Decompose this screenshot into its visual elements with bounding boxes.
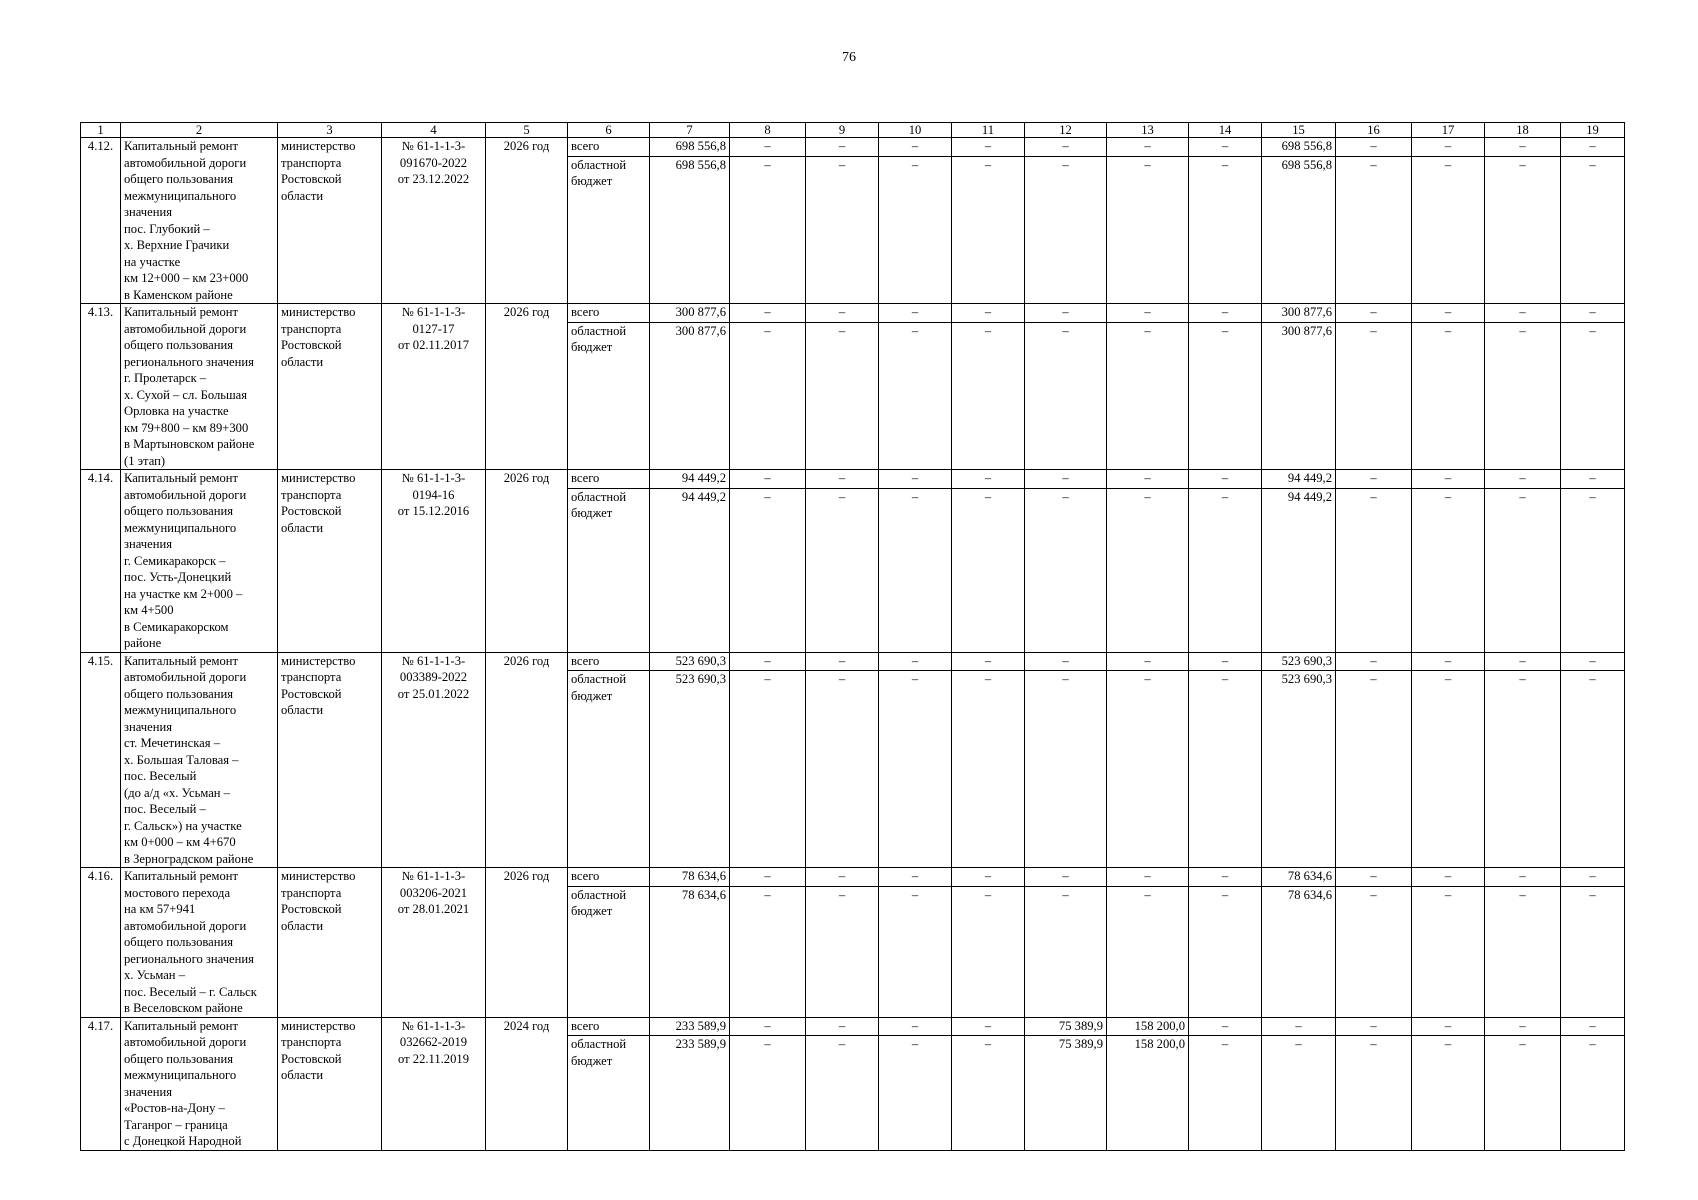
amount-cell: –: [1561, 1017, 1625, 1036]
amount-cell: –: [1336, 868, 1412, 887]
item-number: 4.16.: [81, 868, 121, 1018]
amount-cell: –: [879, 322, 952, 469]
column-header: 5: [486, 123, 568, 138]
amount-cell: –: [1189, 1017, 1262, 1036]
amount-cell: 158 200,0: [1107, 1017, 1189, 1036]
amount-cell: –: [1189, 488, 1262, 652]
amount-cell: 523 690,3: [1262, 652, 1336, 671]
item-document: № 61-1-1-3- 003206-2021 от 28.01.2021: [382, 868, 486, 1018]
amount-cell: –: [879, 868, 952, 887]
amount-cell: –: [1561, 322, 1625, 469]
column-header: 9: [806, 123, 879, 138]
amount-cell: –: [1025, 868, 1107, 887]
amount-cell: –: [1107, 470, 1189, 489]
amount-cell: –: [1189, 156, 1262, 303]
funding-source: всего: [568, 138, 650, 157]
amount-cell: –: [1107, 138, 1189, 157]
amount-cell: –: [1485, 868, 1561, 887]
item-number: 4.15.: [81, 652, 121, 868]
header-row: [81, 123, 1625, 138]
amount-cell: –: [730, 304, 806, 323]
amount-cell: –: [730, 886, 806, 1017]
amount-cell: –: [1107, 868, 1189, 887]
funding-source: областной бюджет: [568, 671, 650, 868]
amount-cell: –: [1412, 470, 1485, 489]
amount-cell: 94 449,2: [1262, 470, 1336, 489]
amount-cell: –: [952, 138, 1025, 157]
column-header: 3: [278, 123, 382, 138]
amount-cell: –: [1025, 138, 1107, 157]
amount-cell: 233 589,9: [650, 1036, 730, 1150]
item-executor: министерство транспорта Ростовской области: [278, 138, 382, 304]
item-year: 2026 год: [486, 470, 568, 653]
funding-source: областной бюджет: [568, 886, 650, 1017]
column-header: 13: [1107, 123, 1189, 138]
amount-cell: 158 200,0: [1107, 1036, 1189, 1150]
amount-cell: –: [1025, 886, 1107, 1017]
amount-cell: –: [952, 868, 1025, 887]
amount-cell: –: [1189, 886, 1262, 1017]
amount-cell: –: [952, 470, 1025, 489]
amount-cell: 94 449,2: [650, 488, 730, 652]
amount-cell: –: [1189, 470, 1262, 489]
funding-source: областной бюджет: [568, 1036, 650, 1150]
amount-cell: –: [1561, 868, 1625, 887]
amount-cell: –: [1485, 470, 1561, 489]
amount-cell: –: [1412, 304, 1485, 323]
amount-cell: –: [730, 1017, 806, 1036]
amount-cell: –: [806, 470, 879, 489]
amount-cell: –: [1189, 304, 1262, 323]
item-executor: министерство транспорта Ростовской области: [278, 304, 382, 470]
amount-cell: 78 634,6: [1262, 886, 1336, 1017]
funding-source: областной бюджет: [568, 488, 650, 652]
item-year: 2026 год: [486, 868, 568, 1018]
amount-cell: –: [1107, 671, 1189, 868]
column-header: 15: [1262, 123, 1336, 138]
financing-table: [80, 122, 1625, 1151]
amount-cell: –: [952, 652, 1025, 671]
amount-cell: 78 634,6: [1262, 868, 1336, 887]
amount-cell: –: [1189, 138, 1262, 157]
column-header: 11: [952, 123, 1025, 138]
item-name: Капитальный ремонт автомобильной дороги общего пользования межмуниципального значения г. Семикаракорск – пос. Усть-Донецкий на участке км 2+000 – км 4+500 в Семикаракорском районе: [121, 470, 278, 653]
amount-cell: –: [1561, 138, 1625, 157]
amount-cell: –: [952, 488, 1025, 652]
amount-cell: 78 634,6: [650, 868, 730, 887]
amount-cell: 94 449,2: [1262, 488, 1336, 652]
amount-cell: –: [806, 868, 879, 887]
amount-cell: –: [1412, 156, 1485, 303]
amount-cell: –: [879, 138, 952, 157]
amount-cell: 300 877,6: [1262, 322, 1336, 469]
amount-cell: –: [952, 1036, 1025, 1150]
amount-cell: –: [879, 488, 952, 652]
amount-cell: –: [879, 304, 952, 323]
amount-cell: 300 877,6: [650, 322, 730, 469]
funding-source: всего: [568, 868, 650, 887]
amount-cell: –: [730, 671, 806, 868]
amount-cell: 523 690,3: [650, 652, 730, 671]
amount-cell: –: [952, 886, 1025, 1017]
column-header: 17: [1412, 123, 1485, 138]
amount-cell: –: [806, 671, 879, 868]
item-number: 4.12.: [81, 138, 121, 304]
funding-source: всего: [568, 470, 650, 489]
item-year: 2024 год: [486, 1017, 568, 1150]
amount-cell: –: [952, 156, 1025, 303]
amount-cell: 233 589,9: [650, 1017, 730, 1036]
amount-cell: –: [1412, 1017, 1485, 1036]
column-header: 1: [81, 123, 121, 138]
amount-cell: 300 877,6: [1262, 304, 1336, 323]
item-number: 4.14.: [81, 470, 121, 653]
amount-cell: –: [1412, 868, 1485, 887]
column-header: 19: [1561, 123, 1625, 138]
amount-cell: –: [1561, 886, 1625, 1017]
amount-cell: –: [1025, 470, 1107, 489]
amount-cell: –: [1107, 322, 1189, 469]
amount-cell: –: [1336, 488, 1412, 652]
column-header: 14: [1189, 123, 1262, 138]
amount-cell: –: [1561, 156, 1625, 303]
amount-cell: –: [1336, 470, 1412, 489]
item-executor: министерство транспорта Ростовской области: [278, 1017, 382, 1150]
amount-cell: –: [730, 322, 806, 469]
amount-cell: 698 556,8: [1262, 156, 1336, 303]
column-header: 10: [879, 123, 952, 138]
amount-cell: –: [1336, 156, 1412, 303]
item-number: 4.17.: [81, 1017, 121, 1150]
item-year: 2026 год: [486, 138, 568, 304]
amount-cell: –: [1262, 1036, 1336, 1150]
item-document: № 61-1-1-3- 0127-17 от 02.11.2017: [382, 304, 486, 470]
amount-cell: –: [1412, 138, 1485, 157]
table-row: [81, 868, 1625, 887]
amount-cell: –: [1336, 304, 1412, 323]
amount-cell: –: [1107, 156, 1189, 303]
amount-cell: –: [1485, 156, 1561, 303]
item-name: Капитальный ремонт мостового перехода на км 57+941 автомобильной дороги общего пользования регионального значения х. Усьман – пос. Веселый – г. Сальск в Веселовском районе: [121, 868, 278, 1018]
item-name: Капитальный ремонт автомобильной дороги общего пользования межмуниципального значения пос. Глубокий – х. Верхние Грачики на участке км 12+000 – км 23+000 в Каменском районе: [121, 138, 278, 304]
amount-cell: –: [1485, 138, 1561, 157]
amount-cell: –: [1025, 322, 1107, 469]
amount-cell: –: [1412, 1036, 1485, 1150]
amount-cell: –: [730, 138, 806, 157]
amount-cell: –: [1025, 671, 1107, 868]
column-header: 4: [382, 123, 486, 138]
item-document: № 61-1-1-3- 003389-2022 от 25.01.2022: [382, 652, 486, 868]
amount-cell: –: [730, 652, 806, 671]
amount-cell: 698 556,8: [650, 138, 730, 157]
column-header: 18: [1485, 123, 1561, 138]
amount-cell: –: [1189, 652, 1262, 671]
amount-cell: –: [1107, 304, 1189, 323]
amount-cell: –: [1485, 304, 1561, 323]
amount-cell: –: [1485, 886, 1561, 1017]
amount-cell: –: [806, 138, 879, 157]
amount-cell: –: [1561, 671, 1625, 868]
amount-cell: –: [1485, 652, 1561, 671]
amount-cell: –: [1561, 470, 1625, 489]
amount-cell: –: [1189, 322, 1262, 469]
column-header: 2: [121, 123, 278, 138]
funding-source: всего: [568, 1017, 650, 1036]
table-row: [81, 138, 1625, 157]
amount-cell: –: [1025, 652, 1107, 671]
amount-cell: –: [1107, 488, 1189, 652]
amount-cell: –: [1485, 1017, 1561, 1036]
amount-cell: 523 690,3: [1262, 671, 1336, 868]
amount-cell: –: [1561, 304, 1625, 323]
item-year: 2026 год: [486, 304, 568, 470]
column-header: 7: [650, 123, 730, 138]
amount-cell: –: [952, 1017, 1025, 1036]
amount-cell: 75 389,9: [1025, 1036, 1107, 1150]
amount-cell: –: [879, 1036, 952, 1150]
amount-cell: 698 556,8: [1262, 138, 1336, 157]
item-year: 2026 год: [486, 652, 568, 868]
amount-cell: –: [879, 470, 952, 489]
amount-cell: –: [1485, 671, 1561, 868]
amount-cell: –: [806, 1036, 879, 1150]
amount-cell: –: [952, 322, 1025, 469]
amount-cell: 300 877,6: [650, 304, 730, 323]
amount-cell: –: [730, 1036, 806, 1150]
amount-cell: –: [1412, 671, 1485, 868]
amount-cell: –: [1561, 652, 1625, 671]
amount-cell: –: [730, 156, 806, 303]
table-row: [81, 304, 1625, 323]
amount-cell: –: [1485, 1036, 1561, 1150]
amount-cell: –: [730, 488, 806, 652]
amount-cell: –: [730, 470, 806, 489]
item-name: Капитальный ремонт автомобильной дороги общего пользования регионального значения г. Пролетарск – х. Сухой – сл. Большая Орловка на участке км 79+800 – км 89+300 в Мартыновском районе (1 этап): [121, 304, 278, 470]
amount-cell: –: [1189, 671, 1262, 868]
amount-cell: –: [1107, 886, 1189, 1017]
amount-cell: –: [806, 322, 879, 469]
item-number: 4.13.: [81, 304, 121, 470]
amount-cell: 523 690,3: [650, 671, 730, 868]
amount-cell: –: [1412, 652, 1485, 671]
amount-cell: –: [952, 304, 1025, 323]
item-executor: министерство транспорта Ростовской области: [278, 652, 382, 868]
amount-cell: –: [806, 886, 879, 1017]
item-name: Капитальный ремонт автомобильной дороги общего пользования межмуниципального значения ст. Мечетинская – х. Большая Таловая – пос. Веселый (до а/д «х. Усьман – пос. Веселый – г. Сальск») на участке км 0+000 – км 4+670 в Зерноградском районе: [121, 652, 278, 868]
column-header: 16: [1336, 123, 1412, 138]
page-number: 76: [842, 50, 856, 65]
amount-cell: –: [1336, 886, 1412, 1017]
amount-cell: –: [1189, 1036, 1262, 1150]
amount-cell: –: [1561, 488, 1625, 652]
amount-cell: –: [1336, 138, 1412, 157]
amount-cell: 94 449,2: [650, 470, 730, 489]
item-executor: министерство транспорта Ростовской области: [278, 868, 382, 1018]
amount-cell: –: [1412, 886, 1485, 1017]
amount-cell: –: [730, 868, 806, 887]
amount-cell: –: [1412, 322, 1485, 469]
funding-source: всего: [568, 652, 650, 671]
amount-cell: –: [806, 488, 879, 652]
amount-cell: –: [879, 652, 952, 671]
amount-cell: –: [879, 1017, 952, 1036]
amount-cell: –: [879, 156, 952, 303]
amount-cell: 698 556,8: [650, 156, 730, 303]
amount-cell: –: [1485, 488, 1561, 652]
amount-cell: –: [879, 671, 952, 868]
amount-cell: –: [1336, 1036, 1412, 1150]
amount-cell: –: [1412, 488, 1485, 652]
item-document: № 61-1-1-3- 0194-16 от 15.12.2016: [382, 470, 486, 653]
amount-cell: –: [1561, 1036, 1625, 1150]
item-document: № 61-1-1-3- 032662-2019 от 22.11.2019: [382, 1017, 486, 1150]
amount-cell: –: [1336, 671, 1412, 868]
amount-cell: –: [1025, 488, 1107, 652]
item-executor: министерство транспорта Ростовской области: [278, 470, 382, 653]
item-document: № 61-1-1-3- 091670-2022 от 23.12.2022: [382, 138, 486, 304]
amount-cell: –: [1025, 156, 1107, 303]
amount-cell: 75 389,9: [1025, 1017, 1107, 1036]
amount-cell: –: [1107, 652, 1189, 671]
amount-cell: –: [806, 652, 879, 671]
amount-cell: –: [879, 886, 952, 1017]
amount-cell: –: [952, 671, 1025, 868]
amount-cell: –: [1025, 304, 1107, 323]
funding-source: всего: [568, 304, 650, 323]
amount-cell: –: [1336, 1017, 1412, 1036]
table-row: [81, 470, 1625, 489]
amount-cell: –: [1336, 322, 1412, 469]
amount-cell: –: [1189, 868, 1262, 887]
funding-source: областной бюджет: [568, 322, 650, 469]
column-header: 8: [730, 123, 806, 138]
amount-cell: –: [806, 156, 879, 303]
amount-cell: –: [806, 1017, 879, 1036]
column-header: 12: [1025, 123, 1107, 138]
column-header: 6: [568, 123, 650, 138]
amount-cell: 78 634,6: [650, 886, 730, 1017]
amount-cell: –: [806, 304, 879, 323]
amount-cell: –: [1262, 1017, 1336, 1036]
item-name: Капитальный ремонт автомобильной дороги общего пользования межмуниципального значения «Ростов-на-Дону – Таганрог – граница с Донецкой Народной: [121, 1017, 278, 1150]
table-row: [81, 1017, 1625, 1036]
funding-source: областной бюджет: [568, 156, 650, 303]
amount-cell: –: [1336, 652, 1412, 671]
table-row: [81, 652, 1625, 671]
amount-cell: –: [1485, 322, 1561, 469]
